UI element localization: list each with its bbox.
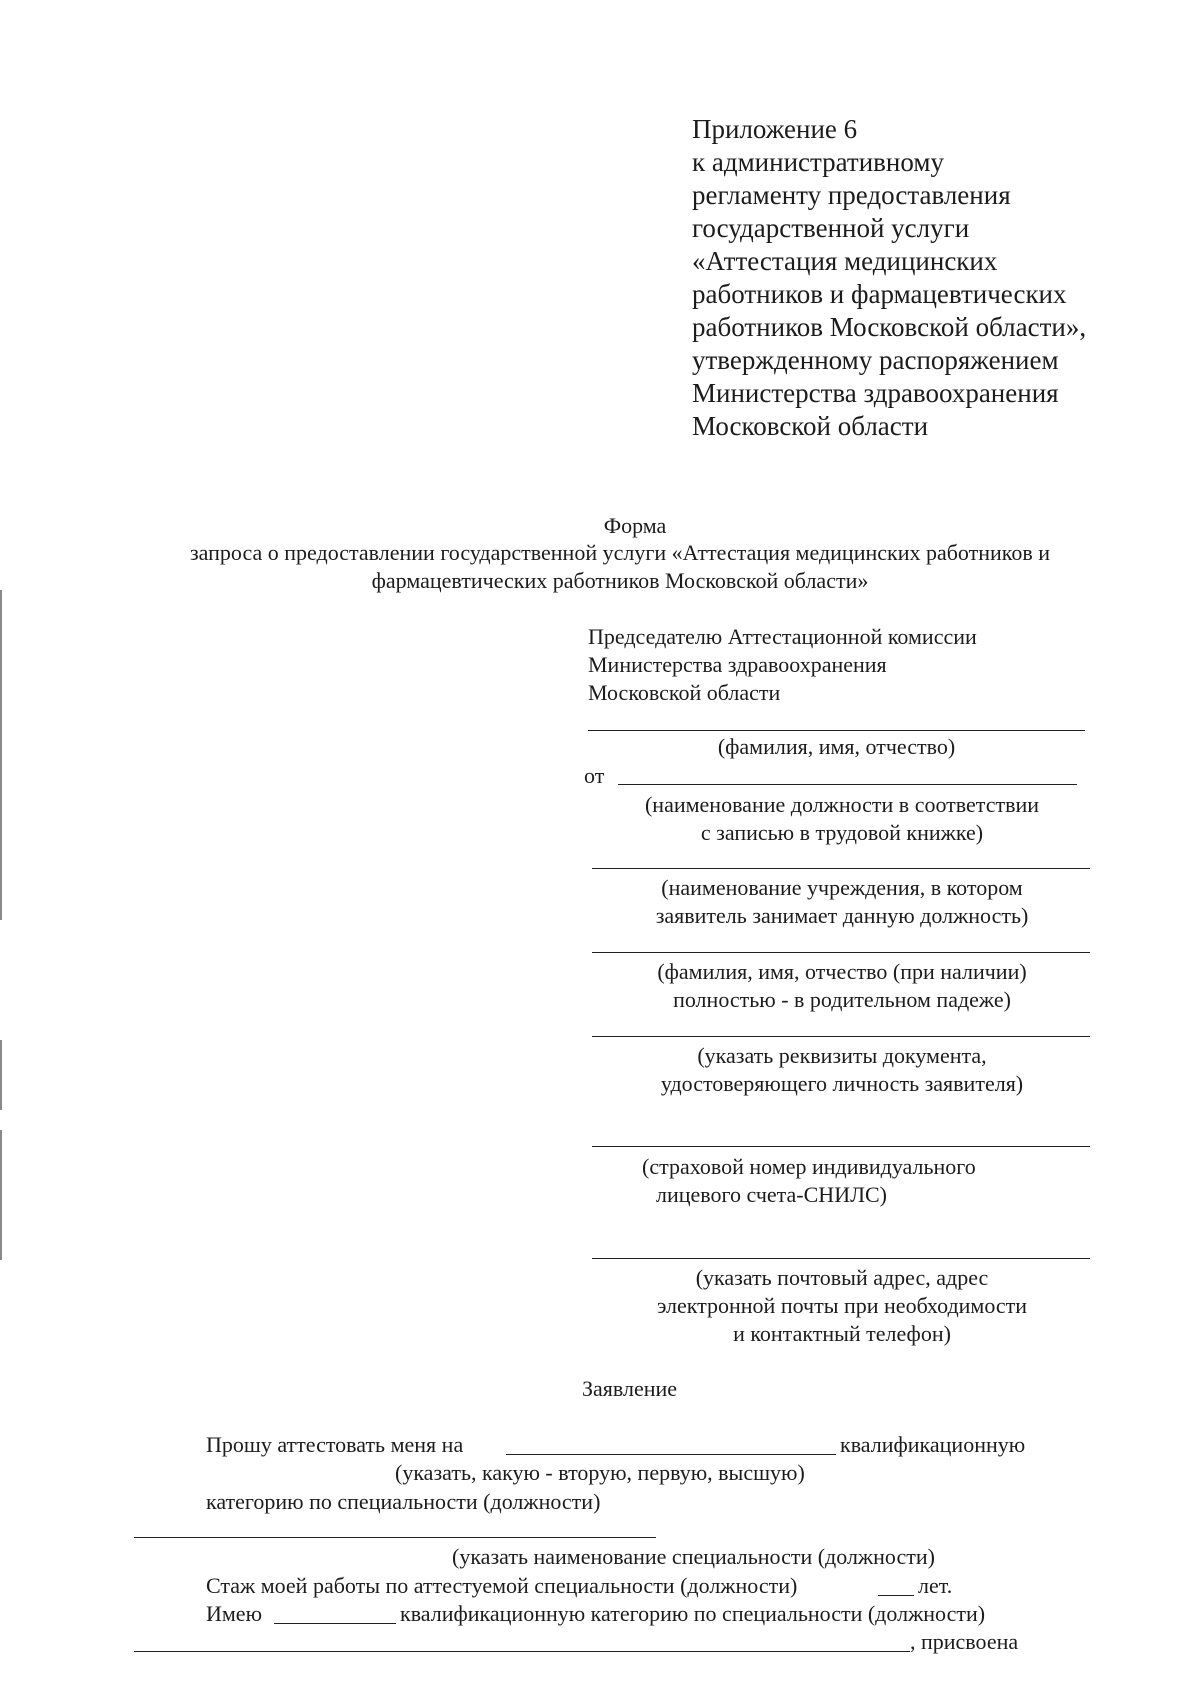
form-title-line: фармацевтических работников Московской области»	[371, 568, 869, 593]
field-caption: (указать почтовый адрес, адрес	[695, 1265, 989, 1290]
specialty-field[interactable]	[134, 1537, 656, 1538]
chairman-name-field[interactable]	[588, 730, 1085, 731]
field-caption: (фамилия, имя, отчество (при наличии)	[657, 959, 1027, 984]
current-category-field[interactable]	[274, 1623, 396, 1624]
field-caption: (указать наименование специальности (должности)	[452, 1544, 935, 1569]
form-heading: Форма	[603, 513, 667, 538]
current-specialty-field[interactable]	[134, 1651, 910, 1652]
have-text: квалификационную категорию по специальности (должности)	[400, 1601, 986, 1626]
appendix-line: Министерства здравоохранения	[692, 378, 1059, 408]
field-caption: полностью - в родительном падеже)	[673, 987, 1011, 1012]
statement-heading: Заявление	[582, 1376, 678, 1401]
field-caption: (фамилия, имя, отчество)	[717, 734, 956, 759]
field-caption: (наименование учреждения, в котором	[661, 875, 1023, 900]
appendix-line: к административному	[692, 147, 944, 177]
appendix-line: государственной услуги	[692, 213, 970, 243]
appendix-line: регламенту предоставления	[692, 180, 1011, 210]
appendix-line: утвержденному распоряжением	[692, 345, 1059, 375]
field-caption: (наименование должности в соответствии	[644, 792, 1040, 817]
field-caption: заявитель занимает данную должность)	[655, 903, 1029, 928]
experience-text: Стаж моей работы по аттестуемой специальности (должности)	[206, 1573, 798, 1598]
category-field[interactable]	[506, 1454, 836, 1455]
field-caption: лицевого счета-СНИЛС)	[656, 1182, 887, 1207]
scan-edge-mark	[0, 1130, 2, 1260]
scan-edge-mark	[0, 590, 2, 920]
appendix-line: Московской области	[692, 411, 929, 441]
form-title-line: запроса о предоставлении государственной услуги «Аттестация медицинских работников и	[189, 540, 1051, 565]
field-caption: электронной почты при необходимости	[656, 1293, 1028, 1318]
addressee-line: Московской области	[588, 680, 781, 705]
field-caption: с записью в трудовой книжке)	[700, 820, 984, 845]
assigned-text: , присвоена	[910, 1629, 1019, 1654]
experience-text: лет.	[918, 1573, 953, 1598]
experience-years-field[interactable]	[878, 1595, 914, 1596]
appendix-line: работников и фармацевтических	[692, 279, 1067, 309]
position-field[interactable]	[618, 784, 1077, 785]
request-text: квалификационную	[840, 1432, 1026, 1457]
contact-address-field[interactable]	[592, 1258, 1090, 1259]
institution-field[interactable]	[592, 868, 1090, 869]
addressee-line: Министерства здравоохранения	[588, 652, 887, 677]
request-text: Прошу аттестовать меня на	[206, 1432, 464, 1457]
field-caption: удостоверяющего личность заявителя)	[660, 1071, 1024, 1096]
field-caption: и контактный телефон)	[733, 1321, 951, 1346]
appendix-line: Приложение 6	[692, 114, 858, 144]
specialty-text: категорию по специальности (должности)	[206, 1489, 601, 1514]
identity-document-field[interactable]	[592, 1036, 1090, 1037]
appendix-line: «Аттестация медицинских	[692, 246, 998, 276]
snils-field[interactable]	[592, 1146, 1090, 1147]
from-label: от	[584, 763, 605, 788]
addressee-line: Председателю Аттестационной комиссии	[588, 624, 977, 649]
scan-edge-mark	[0, 1040, 2, 1110]
field-caption: (указать, какую - вторую, первую, высшую)	[395, 1460, 805, 1485]
field-caption: (указать реквизиты документа,	[697, 1043, 987, 1068]
have-text: Имею	[206, 1601, 263, 1626]
applicant-name-field[interactable]	[592, 952, 1090, 953]
appendix-line: работников Московской области»,	[692, 312, 1087, 342]
field-caption: (страховой номер индивидуального	[642, 1154, 976, 1179]
